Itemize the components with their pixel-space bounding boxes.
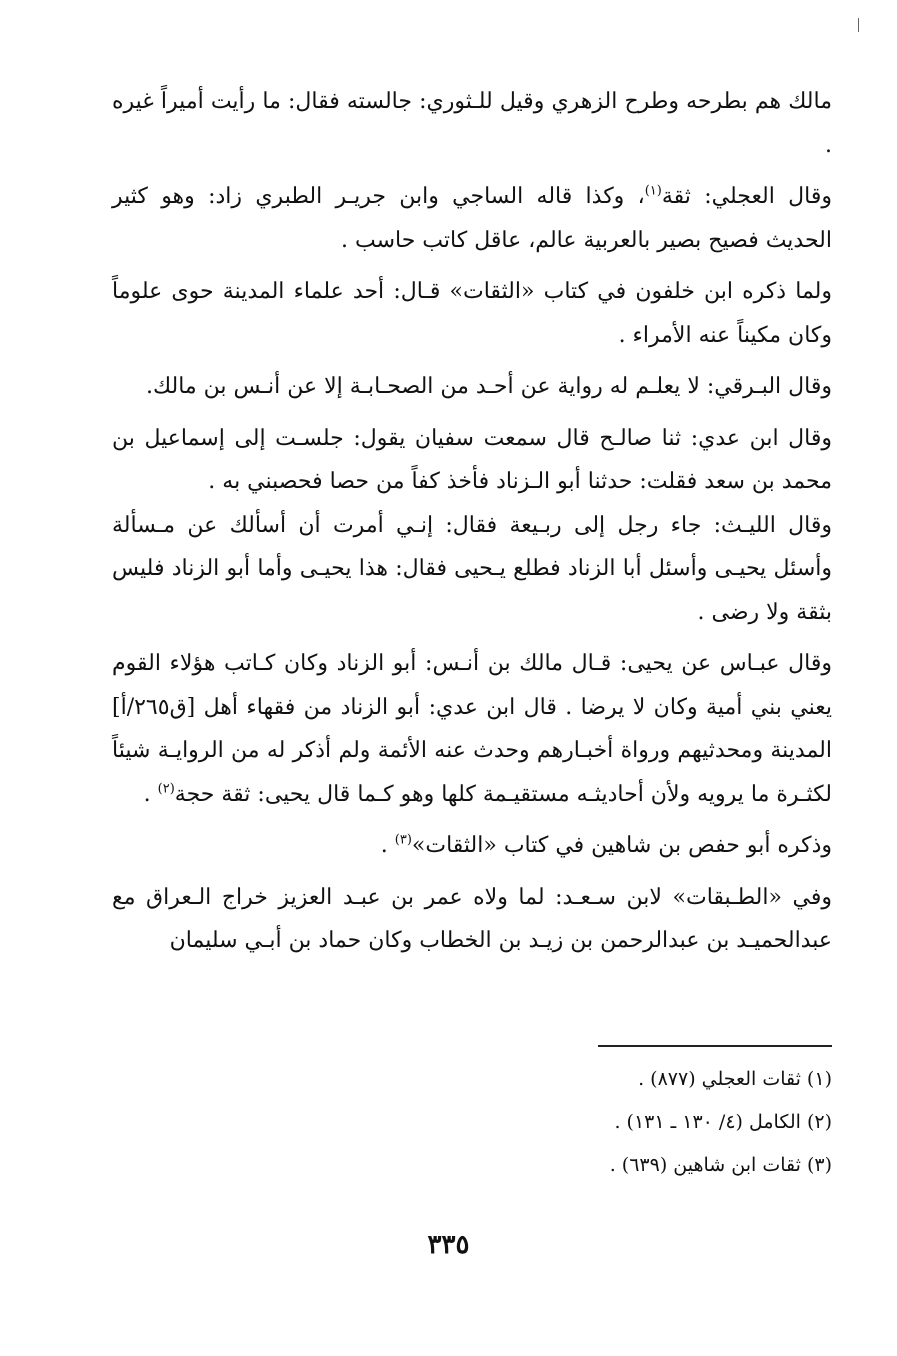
footnotes xyxy=(420,1058,832,1187)
paragraph-9 xyxy=(112,876,832,963)
paragraph-text: . xyxy=(380,833,395,858)
paragraph-text: وقال ابن عدي: ثنا صالـح قال سمعت سفيان يقول: جلسـت إلى إسماعيل بن محمد بن سعد فقلت: حدثنا أبو الـزناد فأخذ كفاً من حصا فحصبني به . xyxy=(112,425,832,494)
footnote-ref-2[interactable]: (٢) xyxy=(157,781,175,797)
paragraph-6 xyxy=(112,504,832,635)
paragraph-5 xyxy=(112,417,832,504)
paragraph-text: وقال العجلي: ثقة xyxy=(661,184,832,209)
paragraph-7 xyxy=(112,642,832,816)
footnote-2: (٢) الكامل (٤/ ١٣٠ ـ ١٣١) . xyxy=(614,1111,832,1133)
paragraph-4 xyxy=(112,365,832,409)
footnote-ref-3[interactable]: (٣) xyxy=(394,832,412,848)
paragraph-text: وقال الليـث: جاء رجل إلى ربـيعة فقال: إنـي أمرت أن أسألك عن مـسألة وأسئل يحيـى وأسئل أبا الزناد فطلع يـحيى فقال: هذا يحيـى وأما أبو الزناد فليس بثقة ولا رضى . xyxy=(112,512,832,625)
paragraph-text: ولما ذكره ابن خلفون في كتاب «الثقات» قـال: أحد علماء المدينة حوى علوماً وكان مكيناً عنه الأمراء . xyxy=(112,279,832,348)
footnote-ref-1[interactable]: (١) xyxy=(644,183,662,199)
paragraph-text: وذكره أبو حفص بن شاهين في كتاب «الثقات» xyxy=(411,833,832,858)
paragraph-2 xyxy=(112,175,832,262)
main-text xyxy=(112,80,832,971)
paragraph-1 xyxy=(112,80,832,167)
paragraph-text: . xyxy=(143,781,158,807)
footnote-1: (١) ثقات العجلي (٨٧٧) . xyxy=(638,1068,832,1090)
paragraph-text: وفي «الطـبقات» لابن سـعـد: لما ولاه عمر بن عبـد العزيز خراج الـعراق مع عبدالحميـد بن عبدالرحمن بن زيـد بن الخطاب وكان حماد بن أبـي سليمان xyxy=(112,884,832,953)
paragraph-text: مالك هم بطرحه وطرح الزهري وقيل للـثوري: جالسته فقال: ما رأيت أميراً غيره . xyxy=(112,89,832,158)
footnote-3: (٣) ثقات ابن شاهين (٦٣٩) . xyxy=(609,1154,832,1176)
footnote-divider xyxy=(598,1045,832,1047)
paragraph-text: وقال البـرقي: لا يعلـم له رواية عن أحـد من الصحـابـة إلا عن أنـس بن مالك. xyxy=(145,374,832,399)
page-number: ٣٣٥ xyxy=(427,1230,470,1260)
scan-corner-mark xyxy=(858,18,859,32)
paragraph-text: وقال عبـاس عن يحيى: قـال مالك بن أنـس: أبو الزناد وكان كـاتب هؤلاء القوم يعني بني أمية وكان لا يرضا . قال ابن عدي: أبو الزناد من فقهاء أهل [ق٢٦٥/أ] المدينة ومحدثيهم ورواة أخبـارهم وحدث عنه الأئمة ولم أذكر له من الروايـة شيئاً لكثـرة ما يرويه ولأن أحاديثـه مستقيـمة كلها وهو كـما قال يحيى: ثقة حجة xyxy=(112,651,832,807)
paragraph-text: ، وكذا قاله الساجي وابن جريـر الطبري زاد: وهو كثير الحديث فصيح بصير بالعربية عالم، عاقل كاتب حاسب . xyxy=(112,184,832,253)
paragraph-8 xyxy=(112,824,832,868)
paragraph-3 xyxy=(112,270,832,357)
